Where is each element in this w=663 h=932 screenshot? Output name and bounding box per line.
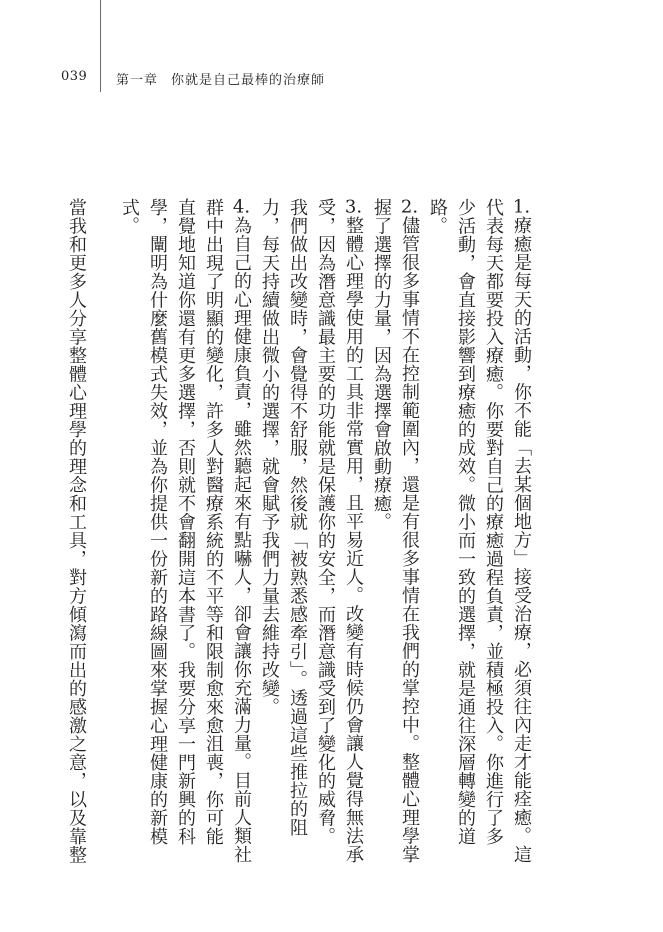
text-column: 受，因為潛意識最主要的功能就是保護你的安全，而潛意識受到了變化的威脅。: [315, 198, 336, 846]
list-number: 1.: [512, 198, 531, 216]
text-line: 整體心理學使用的工具非常實用，且平易近人。改變有時候仍會讓人覺得無法承: [343, 216, 364, 864]
text-line: 儘管很多事情不在控制範圍內，還是有很多事情在我們的掌控中。整體心理學掌: [399, 216, 420, 864]
text-column: 少活動，會直接影響到療癒的成效。微小而一致的選擇，就是通往深層轉變的道: [455, 198, 476, 846]
chapter-label: 第一章: [116, 73, 159, 88]
text-line: 為自己的心理健康負責，雖然聽起來有點嚇人，卻會讓你充滿力量。目前人類社: [231, 216, 252, 864]
text-column: 握了選擇的力量，因為選擇會啟動療癒。: [371, 198, 392, 531]
text-column: 我們做出改變時，會覺得不舒服，然後就「被熟悉感牽引」。透過這些推拉的阻: [287, 198, 308, 837]
text-column: [339, 198, 367, 888]
text-line: 療癒是每天的活動，你不能「去某個地方」接受治療，必須往內走才能痊癒。這: [511, 216, 532, 864]
body-paragraph: [62, 198, 90, 888]
text-column: 路。: [427, 198, 448, 235]
text-column: 學，闡明為什麼舊模式失效，並為你提供一份新的路線圖來掌握心理健康的新模: [147, 198, 168, 846]
header-divider: [100, 0, 101, 92]
list-number: 4.: [232, 198, 251, 216]
text-column: 直覺地知道你還有更多選擇，否則就不會翻開這本書了。我要分享一門新興的科: [175, 198, 196, 846]
text-column: [395, 198, 423, 888]
list-number: 3.: [344, 198, 363, 216]
text-column: 群中出現了明顯的變化，許多人對醫療系統的不平等和限制愈來愈沮喪，你可能: [203, 198, 224, 846]
text-column: 當我和更多人分享整體心理學的理念和工具，對方傾瀉而出的感激之意，以及靠整: [66, 198, 87, 864]
text-column: [507, 198, 535, 888]
text-column: [227, 198, 255, 888]
list-item: [367, 198, 423, 888]
text-column: 代表每天都要投入療癒。你要對自己的療癒過程負責，並積極投入。你進行了多: [483, 198, 504, 846]
running-header: [116, 69, 325, 88]
text-column: 式。: [119, 198, 140, 235]
list-item: [115, 198, 255, 888]
list-item: [423, 198, 535, 888]
chapter-title: 你就是自己最棒的治療師: [171, 73, 326, 88]
body-text: [62, 198, 535, 888]
page-number: 039: [61, 69, 88, 84]
list-number: 2.: [400, 198, 419, 216]
list-item: [255, 198, 367, 888]
text-column: 力，每天持續做出微小的選擇，就會賦予我們力量去維持改變。: [259, 198, 280, 716]
